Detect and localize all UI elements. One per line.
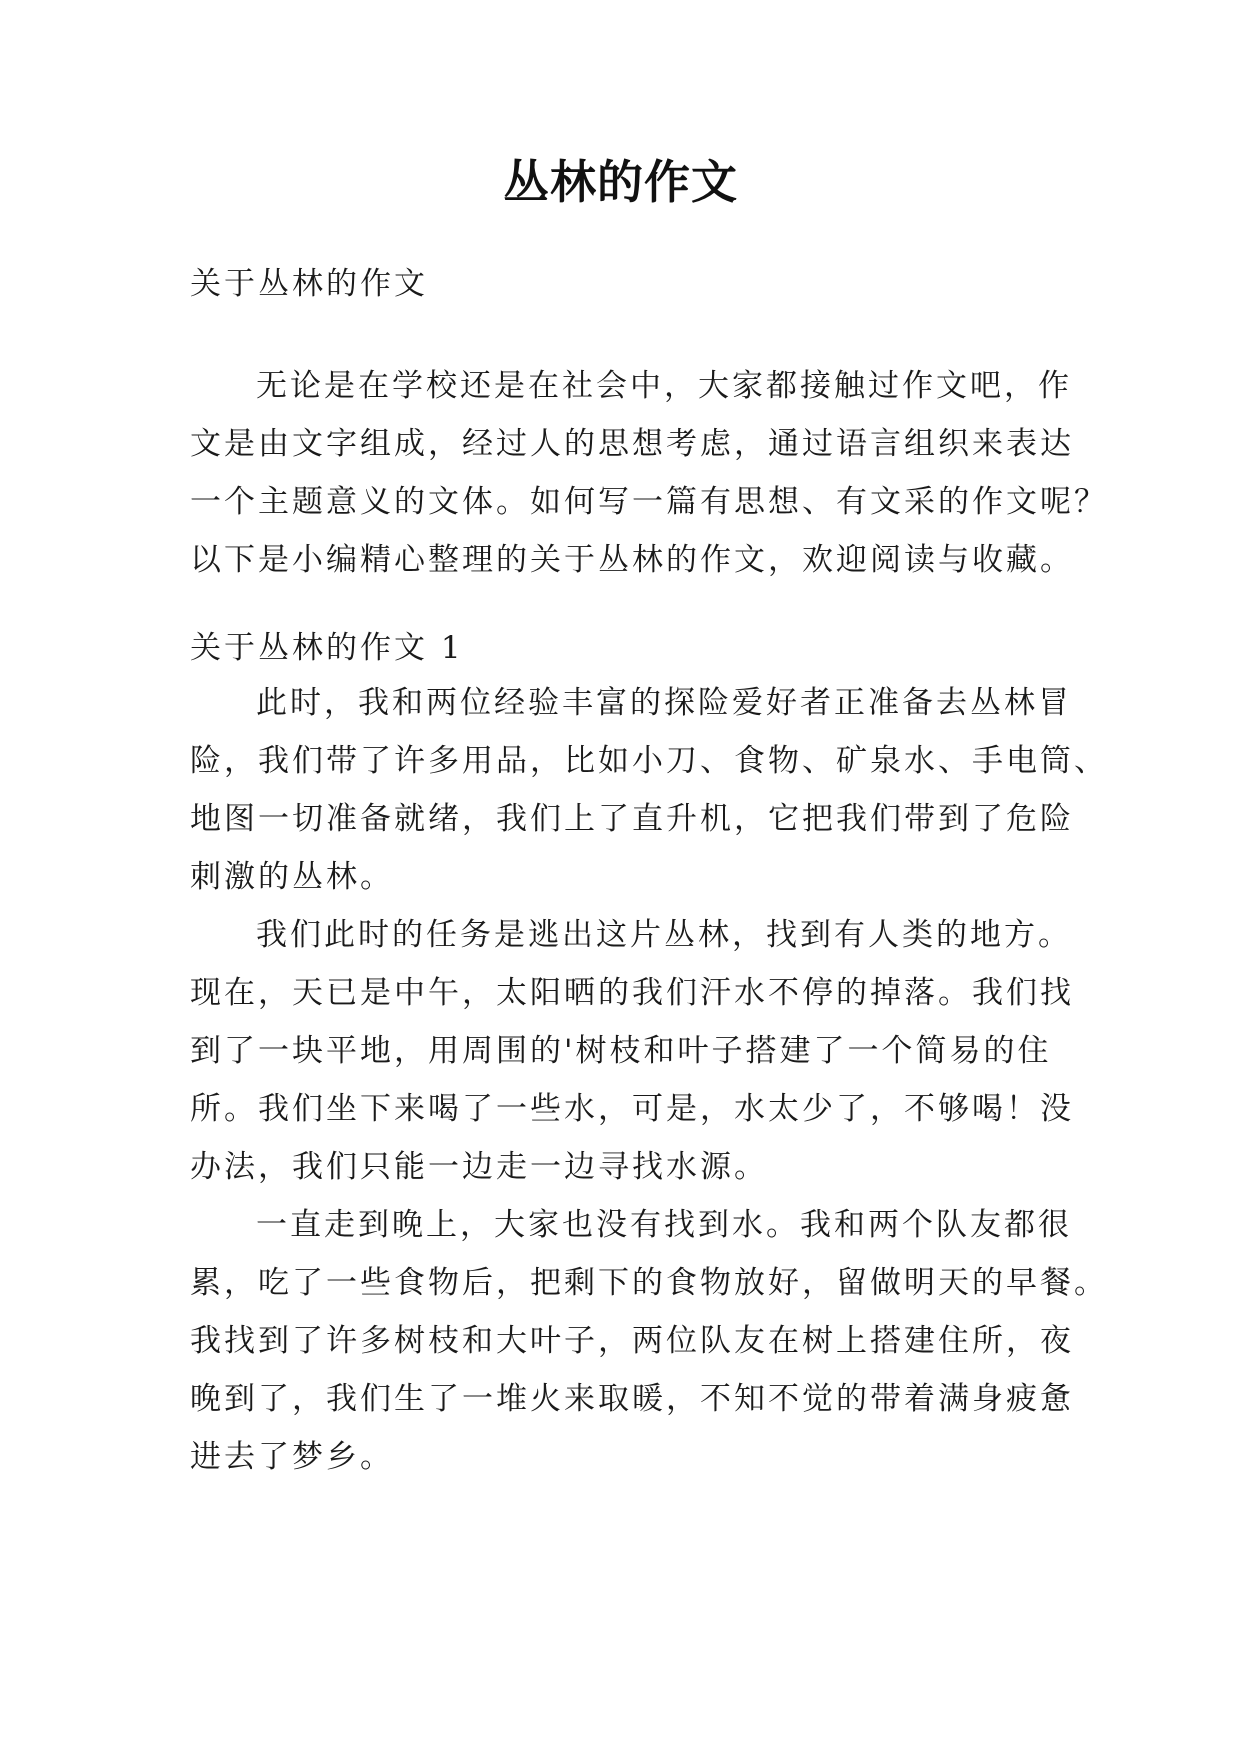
intro-line: 文是由文字组成，经过人的思想考虑，通过语言组织来表达 [190,426,1074,462]
intro-line: 以下是小编精心整理的关于丛林的作文，欢迎阅读与收藏。 [190,542,1074,578]
paragraph-1 [190,674,1108,906]
paragraph-line: 我们此时的任务是逃出这片丛林，找到有人类的地方。 [256,917,1072,953]
paragraph-line: 我找到了许多树枝和大叶子，两位队友在树上搭建住所，夜 [190,1323,1074,1359]
paragraph-2 [190,906,1074,1196]
paragraph-line: 刺激的丛林。 [190,859,394,895]
paragraph-line: 进去了梦乡。 [190,1439,394,1475]
subtitle-block [190,255,1070,313]
paragraph-line: 所。我们坐下来喝了一些水，可是，水太少了，不够喝！没 [190,1091,1074,1127]
paragraph-line: 此时，我和两位经验丰富的探险爱好者正准备去丛林冒 [256,685,1072,721]
paragraph-3 [190,1196,1108,1486]
section-heading: 关于丛林的作文 1 [190,630,464,666]
intro-paragraph [190,357,1108,589]
paragraph-line: 险，我们带了许多用品，比如小刀、食物、矿泉水、手电筒、 [190,743,1108,779]
paragraph-line: 一直走到晚上，大家也没有找到水。我和两个队友都很 [256,1207,1072,1243]
paragraph-line: 累，吃了一些食物后，把剩下的食物放好，留做明天的早餐。 [190,1265,1108,1301]
document-title: 丛林的作文 [503,155,738,209]
section-heading-block [190,619,1070,677]
paragraph-line: 晚到了，我们生了一堆火来取暖，不知不觉的带着满身疲惫 [190,1381,1074,1417]
intro-line: 无论是在学校还是在社会中，大家都接触过作文吧，作 [256,368,1072,404]
paragraph-line: 现在，天已是中午，太阳晒的我们汗水不停的掉落。我们找 [190,975,1074,1011]
document-subtitle: 关于丛林的作文 [190,266,428,302]
intro-line: 一个主题意义的文体。如何写一篇有思想、有文采的作文呢？ [190,484,1108,520]
paragraph-line: 地图一切准备就绪，我们上了直升机，它把我们带到了危险 [190,801,1074,837]
paragraph-line: 到了一块平地，用周围的'树枝和叶子搭建了一个简易的住 [190,1033,1052,1069]
paragraph-line: 办法，我们只能一边走一边寻找水源。 [190,1149,768,1185]
